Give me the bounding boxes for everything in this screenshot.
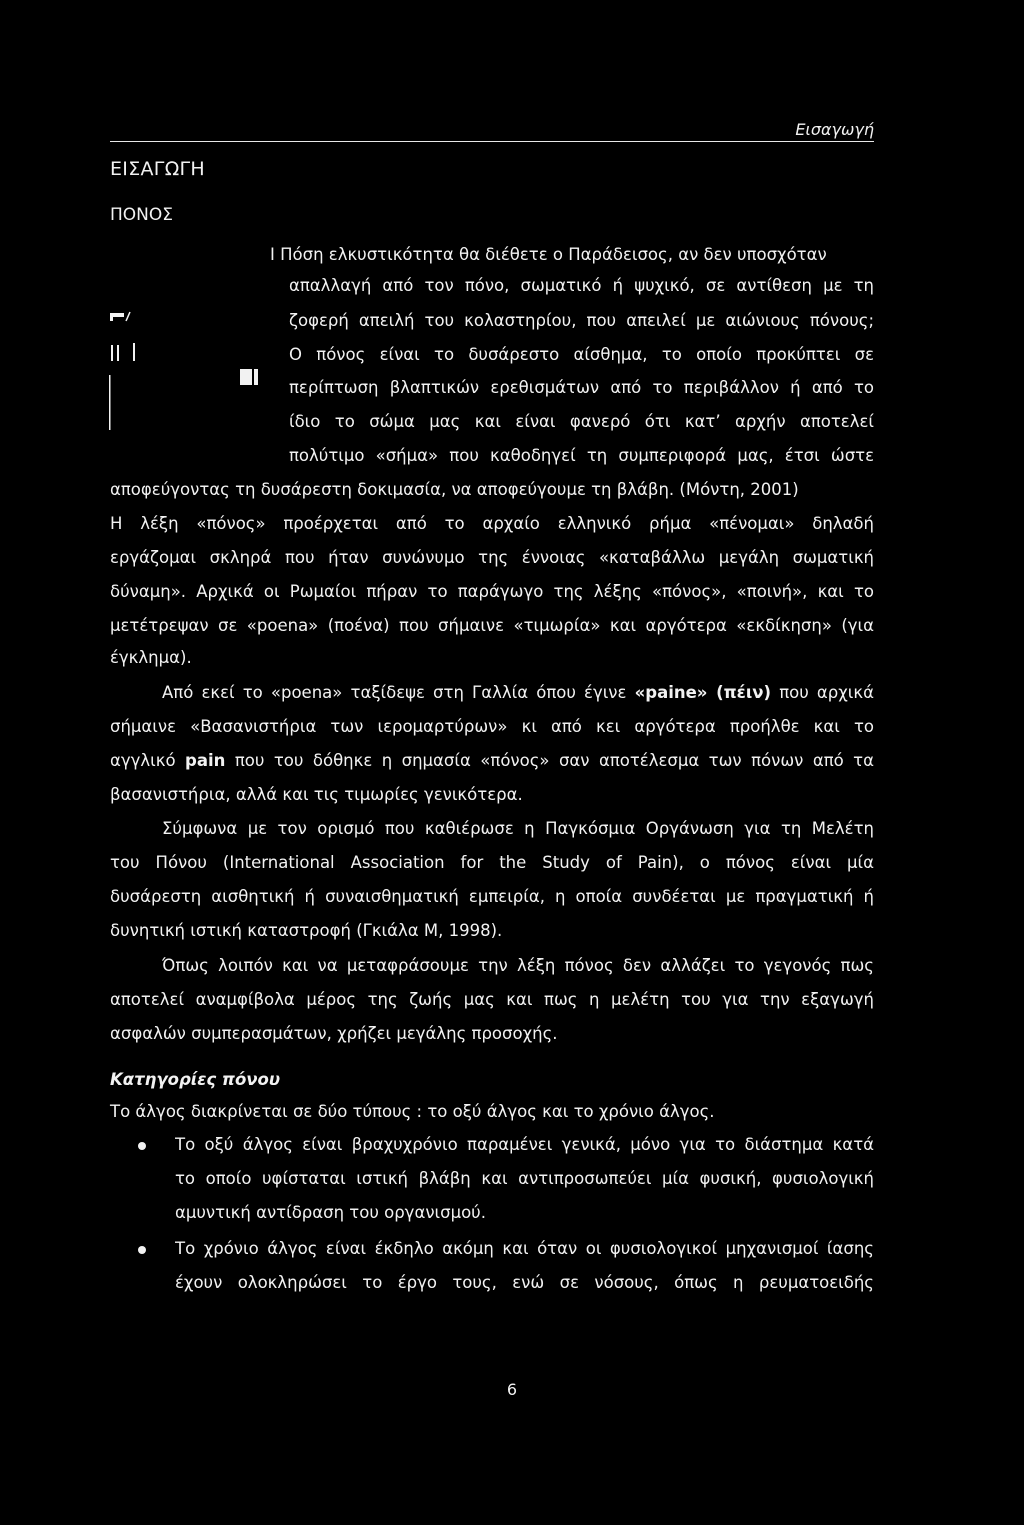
bullet-icon: [138, 1246, 146, 1254]
paragraph-line: Ι Πόση ελκυστικότητα θα διέθετε ο Παράδεισος, αν δεν υποσχόταν: [270, 245, 827, 264]
paragraph-line: του Πόνου (International Association for the Study of Pain), ο πόνος είναι μία: [110, 853, 874, 872]
paragraph-line: απαλλαγή από τον πόνο, σωματικό ή ψυχικό, σε αντίθεση με τη: [289, 276, 874, 295]
bold-term: pain: [185, 751, 226, 770]
list-item-line: έχουν ολοκληρώσει το έργο τους, ενώ σε νόσους, όπως η ρευματοειδής: [175, 1273, 874, 1292]
paragraph-line: εργάζομαι σκληρά που ήταν συνώνυμο της έννοιας «καταβάλλω μεγάλη σωματική: [110, 548, 874, 567]
text-run: που του δόθηκε η σημασία «πόνος» σαν αποτέλεσμα των πόνων από τα: [225, 751, 874, 770]
paragraph-line: σήμαινε «Βασανιστήρια των ιερομαρτύρων» κι από κει αργότερα προήλθε και το: [110, 717, 874, 736]
paragraph-line: βασανιστήρια, αλλά και τις τιμωρίες γενικότερα.: [110, 785, 523, 804]
subsection-heading: Κατηγορίες πόνου: [110, 1070, 281, 1089]
page-number: 6: [506, 1380, 518, 1399]
paragraph-line: πολύτιμο «σήμα» που καθοδηγεί τη συμπεριφορά μας, έτσι ώστε: [289, 446, 874, 465]
chapter-title: ΕΙΣΑΓΩΓΗ: [110, 158, 205, 180]
paragraph-line: ζοφερή απειλή του κολαστηρίου, που απειλεί με αιώνιους πόνους;: [289, 311, 874, 330]
paragraph-line: ίδιο το σώμα μας και είναι φανερό ότι κατ’ αρχήν αποτελεί: [289, 412, 874, 431]
paragraph-line: περίπτωση βλαπτικών ερεθισμάτων από το περιβάλλον ή από το: [289, 378, 874, 397]
paragraph-line: ασφαλών συμπερασμάτων, χρήζει μεγάλης προσοχής.: [110, 1024, 558, 1043]
paragraph-line: Σύμφωνα με τον ορισμό που καθιέρωσε η Παγκόσμια Οργάνωση για τη Μελέτη: [162, 819, 874, 838]
drop-cap-ornament-icon: [105, 305, 285, 435]
list-item-line: Το χρόνιο άλγος είναι έκδηλο ακόμη και όταν οι φυσιολογικοί μηχανισμοί ίασης: [175, 1239, 874, 1258]
paragraph-line: [162, 682, 874, 706]
running-head: Εισαγωγή: [110, 120, 874, 142]
list-item-line: αμυντική αντίδραση του οργανισμού.: [175, 1203, 486, 1222]
paragraph-line: δύναμη». Αρχικά οι Ρωμαίοι πήραν το παράγωγο της λέξης «πόνος», «ποινή», και το: [110, 582, 874, 601]
paragraph-line: Το άλγος διακρίνεται σε δύο τύπους : το οξύ άλγος και το χρόνιο άλγος.: [110, 1102, 715, 1121]
text-run: που αρχικά: [771, 683, 874, 702]
paragraph-line: αποτελεί αναμφίβολα μέρος της ζωής μας και πως η μελέτη του για την εξαγωγή: [110, 990, 874, 1009]
paragraph-line: μετέτρεψαν σε «poena» (ποένα) που σήμαινε «τιμωρία» και αργότερα «εκδίκηση» (για: [110, 616, 874, 635]
paragraph-line: δυνητική ιστική καταστροφή (Γκιάλα Μ, 1998).: [110, 921, 503, 940]
bullet-icon: [138, 1142, 146, 1150]
list-item-line: Το οξύ άλγος είναι βραχυχρόνιο παραμένει γενικά, μόνο για το διάστημα κατά: [175, 1135, 874, 1154]
text-run: Από εκεί το «poena» ταξίδεψε στη Γαλλία όπου έγινε: [162, 683, 635, 702]
paragraph-line: Ο πόνος είναι το δυσάρεστο αίσθημα, το οποίο προκύπτει σε: [289, 345, 874, 364]
paragraph-line: αποφεύγοντας τη δυσάρεστη δοκιμασία, να αποφεύγουμε τη βλάβη. (Μόντη, 2001): [110, 480, 799, 499]
section-title: ΠΟΝΟΣ: [110, 205, 174, 225]
list-item-line: το οποίο υφίσταται ιστική βλάβη και αντιπροσωπεύει μία φυσική, φυσιολογική: [175, 1169, 874, 1188]
paragraph-line: Όπως λοιπόν και να μεταφράσουμε την λέξη πόνος δεν αλλάζει το γεγονός πως: [162, 956, 874, 975]
paragraph-line: δυσάρεστη αισθητική ή συναισθηματική εμπειρία, η οποία συνδέεται με πραγματική ή: [110, 887, 874, 906]
paragraph-line: έγκλημα).: [110, 648, 192, 667]
paragraph-line: [110, 750, 874, 774]
paragraph-line: Η λέξη «πόνος» προέρχεται από το αρχαίο ελληνικό ρήμα «πένομαι» δηλαδή: [110, 514, 874, 533]
text-run: αγγλικό: [110, 751, 186, 770]
bold-term: «paine» (πέιν): [634, 683, 772, 702]
